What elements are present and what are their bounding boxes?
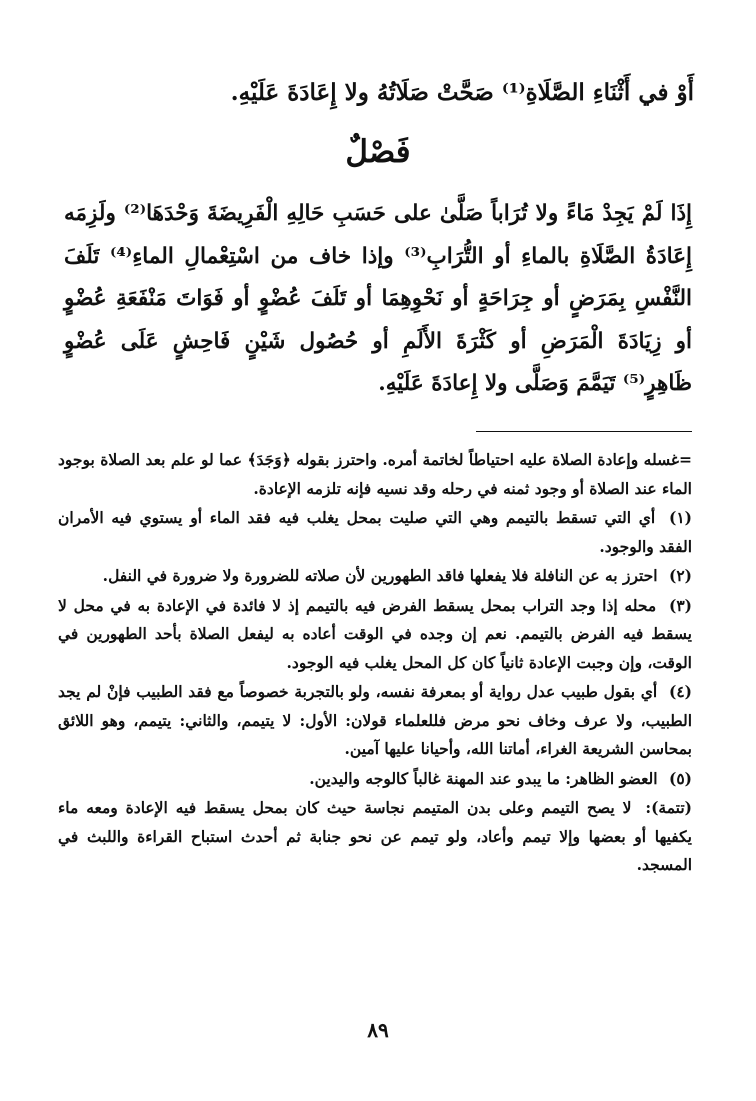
footnote-4 [58,678,692,764]
footnote-text: احترز به عن النافلة فلا يفعلها فاقد الطهورين لأن صلاته للضرورة ولا ضرورة في النفل. [102,566,658,585]
footnote-supplement [58,794,692,880]
footnote-number: (٤) [668,682,692,701]
footnote-continued [58,446,692,503]
footnote-text: =غسله وإعادة الصلاة عليه احتياطاً لخاتمة أمره. واحترز بقوله ﴿وَجَدَ﴾ عما لو علم بعد الصلاة بوجود الماء عند الصلاة أو وجود ثمنه في رحله وقد نسيه فإنه تلزمه الإعادة. [58,450,692,498]
footnote-text: محله إذا وجد التراب بمحل يسقط الفرض فيه بالتيمم إذ لا فائدة في الإعادة به في محل لا يسقط فيه الفرض بالتيمم. نعم إن وجده في الوقت أعاده به ليفعل الصلاة بأحد الطهورين في الوقت، وإن وجبت الإعادة ثانياً كان كل المحل يغلب فيه الوجود. [58,595,692,672]
footnote-number: (٥) [668,768,692,788]
footnote-separator [476,431,692,432]
footnote-3 [58,592,692,678]
page-number: ٨٩ [367,1018,389,1042]
footnote-text: لا يصح التيمم وعلى بدن المتيمم نجاسة حيث كان بمحل يسقط فيه الإعادة ومعه ماء يكفيها أو بعضها وإلا تيمم وأعاد، ولو تيمم عن نحو جنابة ثم أحدث استباح القراءة واللبث في المسجد. [58,798,692,874]
footnote-text: أي التي تسقط بالتيمم وهي التي صليت بمحل يغلب فيه فقد الماء أو يستوي فيه الأمران الفقد والوجود. [58,508,692,556]
footnote-number: (٢) [668,566,692,585]
footnote-number: (٣) [668,595,692,615]
continuation-line: أَوْ في أَثْنَاءِ الصَّلَاةِ⁽¹⁾ صَحَّتْ صَلَاتُهُ ولا إِعَادَةَ عَلَيْهِ. [230,79,694,106]
footnote-5 [58,765,692,794]
main-paragraph: إِذَا لَمْ يَجِدْ مَاءً ولا تُرَاباً صَلَّىٰ على حَسَبِ حَالِهِ الْفَرِيضَةَ وَحْدَهَا⁽²⁾ ولَزِمَه إِعَادَةُ الصَّلَاةِ بالماءِ أو التُّرَابِ⁽³⁾ وإذا خاف من اسْتِعْمالِ الماءِ⁽⁴⁾ تَلَفَ النَّفْسِ بِمَرَضٍ أو جِرَاحَةٍ أو نَحْوِهِمَا أو تَلَفَ عُضْوٍ أو فَوَاتَ مَنْفَعَةِ عُضْوٍ أو زِيَادَةَ الْمَرَضِ أو كَثْرَةَ الأَلَمِ أو حُصُول شَيْنٍ فَاحِشٍ عَلَى عُضْوٍ ظَاهِرٍ⁽⁵⁾ تَيَمَّمَ وَصَلَّى ولا إِعادَةَ عَلَيْهِ. [64,201,693,396]
footnotes [58,446,692,881]
section-heading: فَصْلٌ [345,134,411,170]
footnote-text: العضو الظاهر: ما يبدو عند المهنة غالباً كالوجه واليدين. [309,768,658,788]
footnote-number: (١) [668,508,692,527]
footnote-1 [58,504,692,561]
supplement-label: (تتمة): [645,798,692,817]
footnote-2 [58,562,692,591]
footnote-text: أي بقول طبيب عدل رواية أو بمعرفة نفسه، ولو بالتجربة خصوصاً مع فقد الطبيب فإنْ لم يجد الطبيب، ولا عرف وخاف نحو مرض فللعلماء قولان: الأول: لا يتيمم، والثاني: يتيمم، وهو اللائق بمحاسن الشريعة الغراء، أماتنا الله، وأحيانا عليها آمين. [58,682,692,758]
